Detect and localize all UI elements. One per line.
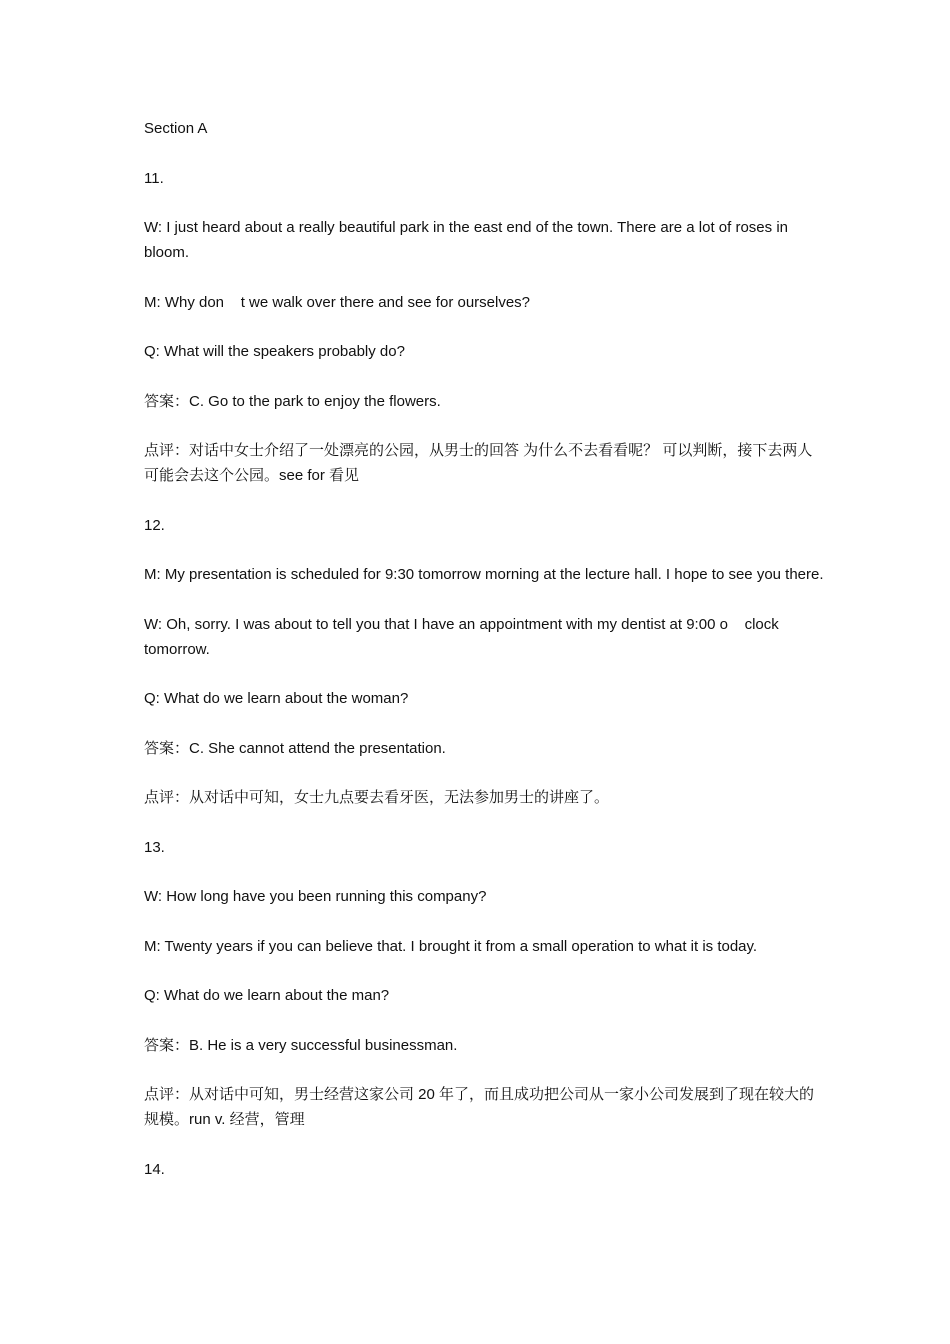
dialogue-man-part-b: t we walk over there and see for ourselves? (240, 293, 531, 311)
dialogue-woman-part-a: W: Oh, sorry. I was about to tell you that I have an appointment with my dentist at 9:00 o (144, 615, 728, 633)
section-title: Section A (144, 120, 208, 137)
comment: 点评：从对话中可知，女士九点要去看牙医，无法参加男士的讲座了。 (144, 789, 610, 806)
item-number: 11. (144, 169, 164, 187)
dialogue-man: M: My presentation is scheduled for 9:30 tomorrow morning at the lecture hall. I hope to see you there. (144, 566, 824, 583)
dialogue-woman (144, 612, 824, 662)
item-number: 12. (144, 516, 165, 534)
dialogue-woman-part-b: clock tomorrow. (144, 615, 779, 658)
answer: 答案：C. Go to the park to enjoy the flowers. (144, 392, 441, 410)
dialogue-woman: W: I just heard about a really beautiful park in the east end of the town. There are a lot of roses in bloom. (144, 219, 788, 261)
answer: 答案：C. She cannot attend the presentation. (144, 739, 446, 757)
dialogue-man (144, 290, 824, 315)
comment: 点评：从对话中可知，男士经营这家公司 20 年了，而且成功把公司从一家小公司发展到了现在较大的规模。run v. 经营，管理 (144, 1086, 815, 1128)
comment: 点评：对话中女士介绍了一处漂亮的公园，从男士的回答 为什么不去看看呢？ 可以判断，接下去两人可能会去这个公园。see for 看见 (144, 442, 813, 484)
dialogue-man-part-a: M: Why don (144, 293, 225, 311)
document-page (144, 116, 824, 1206)
dialogue-woman: W: How long have you been running this company? (144, 888, 487, 905)
dialogue-man: M: Twenty years if you can believe that. I brought it from a small operation to what it is today. (144, 937, 758, 955)
item-number: 13. (144, 838, 165, 856)
item-number: 14. (144, 1160, 165, 1178)
question: Q: What do we learn about the woman? (144, 690, 409, 707)
question: Q: What will the speakers probably do? (144, 343, 405, 360)
answer: 答案：B. He is a very successful businessman. (144, 1036, 458, 1054)
question: Q: What do we learn about the man? (144, 987, 390, 1004)
